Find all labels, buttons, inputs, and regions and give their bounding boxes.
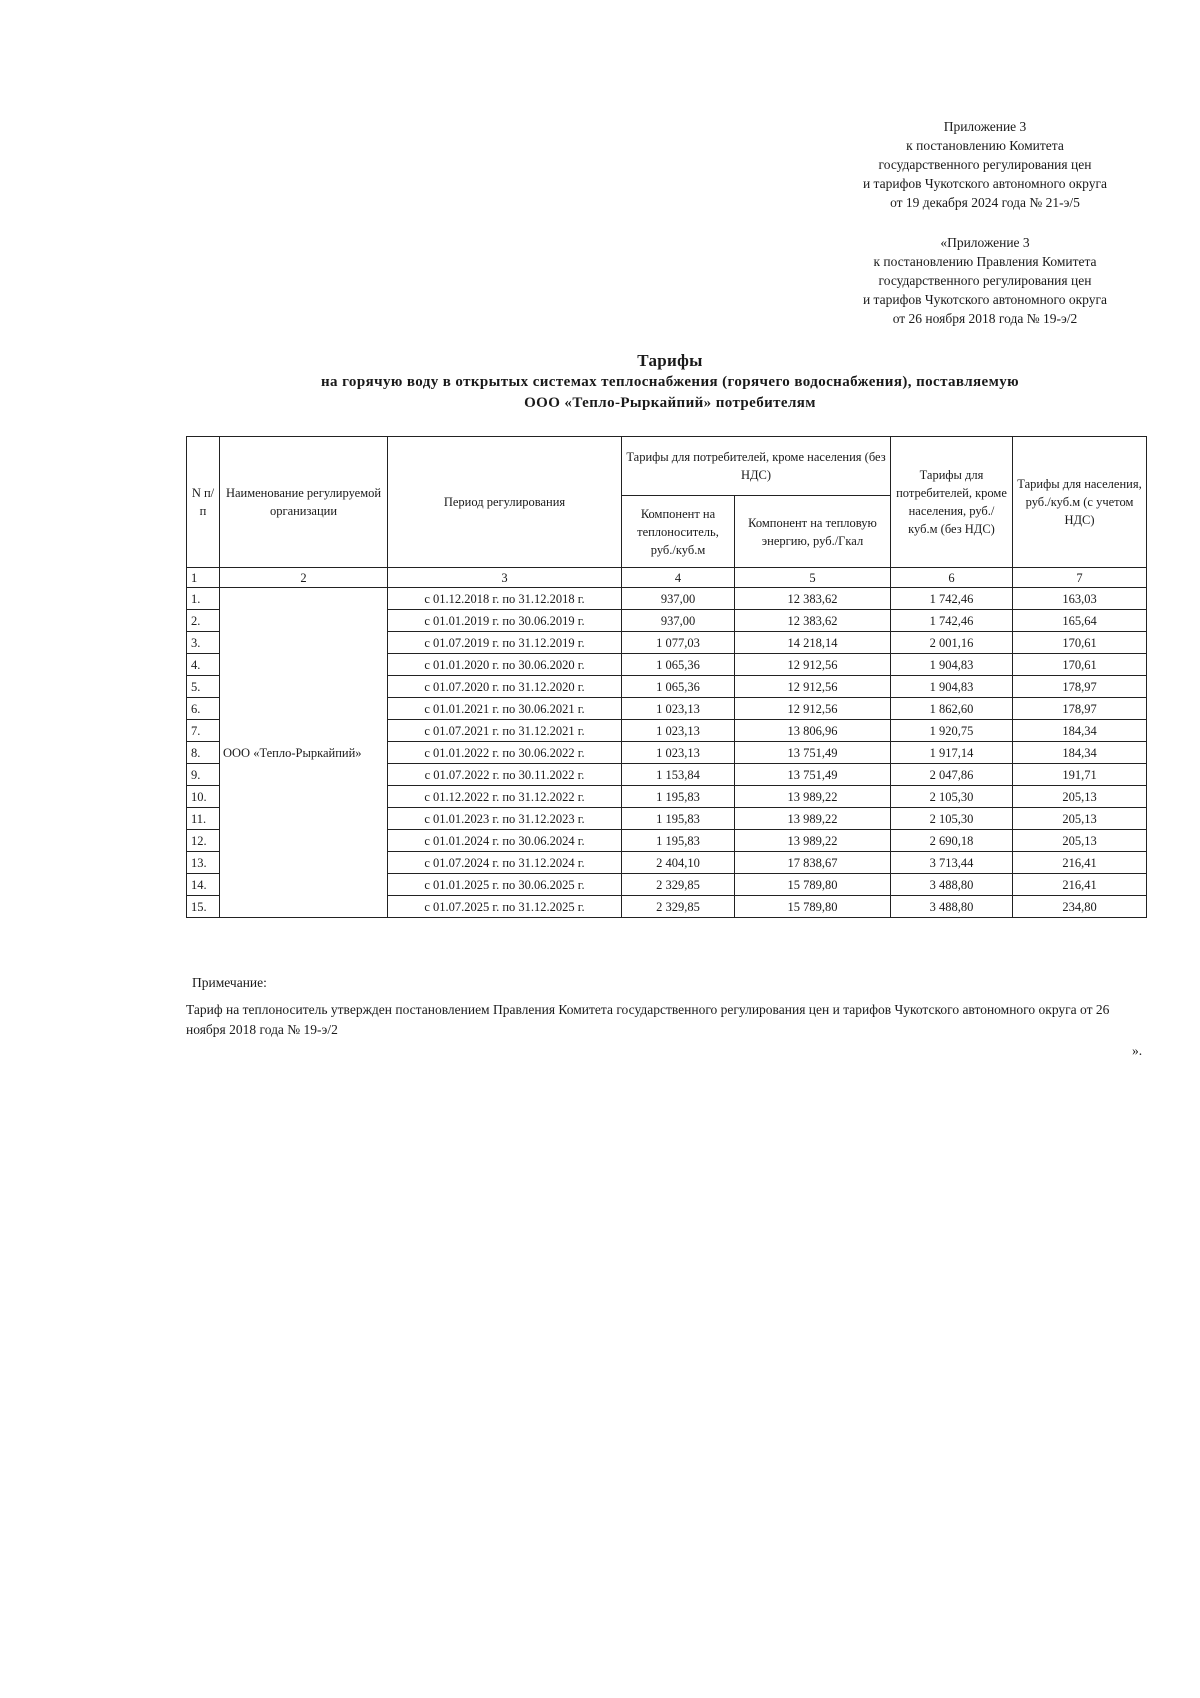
energy-component-cell: 12 383,62: [735, 588, 891, 610]
column-number: 7: [1013, 568, 1147, 588]
carrier-component-cell: 1 065,36: [622, 676, 735, 698]
note-label: Примечание:: [192, 975, 267, 990]
period-cell: с 01.07.2025 г. по 31.12.2025 г.: [388, 896, 622, 918]
note-text: Тариф на теплоноситель утвержден постановлением Правления Комитета государственного регулирования цен и тарифов Чукотского автономного округа от 26 ноября 2018 года № 19-э/2: [186, 1002, 1110, 1037]
appendix-line: государственного регулирования цен: [878, 273, 1092, 288]
carrier-component-cell: 1 065,36: [622, 654, 735, 676]
tariff-nonpopulation-cell: 2 047,86: [891, 764, 1013, 786]
row-number: 8.: [187, 742, 220, 764]
column-numbers-row: [187, 568, 1147, 588]
energy-component-cell: 13 989,22: [735, 786, 891, 808]
energy-component-cell: 12 383,62: [735, 610, 891, 632]
tariff-population-cell: 184,34: [1013, 742, 1147, 764]
carrier-component-cell: 2 329,85: [622, 874, 735, 896]
row-number: 13.: [187, 852, 220, 874]
period-cell: с 01.07.2022 г. по 30.11.2022 г.: [388, 764, 622, 786]
tariff-nonpopulation-cell: 1 862,60: [891, 698, 1013, 720]
row-number: 14.: [187, 874, 220, 896]
carrier-component-cell: 1 153,84: [622, 764, 735, 786]
tariff-nonpopulation-cell: 2 690,18: [891, 830, 1013, 852]
tariff-nonpopulation-cell: 1 917,14: [891, 742, 1013, 764]
carrier-component-cell: 1 023,13: [622, 720, 735, 742]
row-number: 1.: [187, 588, 220, 610]
column-number: 5: [735, 568, 891, 588]
energy-component-cell: 12 912,56: [735, 654, 891, 676]
carrier-component-cell: 937,00: [622, 610, 735, 632]
carrier-component-cell: 1 023,13: [622, 742, 735, 764]
period-cell: с 01.07.2021 г. по 31.12.2021 г.: [388, 720, 622, 742]
row-number: 10.: [187, 786, 220, 808]
header-tariff-pop: Тарифы для населения, руб./куб.м (с учетом НДС): [1013, 437, 1147, 568]
energy-component-cell: 13 806,96: [735, 720, 891, 742]
title-line-2: на горячую воду в открытых системах теплоснабжения (горячего водоснабжения), поставляемую: [321, 374, 1019, 390]
tariff-population-cell: 216,41: [1013, 874, 1147, 896]
column-number: 3: [388, 568, 622, 588]
row-number: 2.: [187, 610, 220, 632]
header-comp-carrier: Компонент на теплоноситель, руб./куб.м: [622, 496, 735, 568]
period-cell: с 01.07.2024 г. по 31.12.2024 г.: [388, 852, 622, 874]
tariff-population-cell: 170,61: [1013, 654, 1147, 676]
table-row: [187, 588, 1147, 610]
appendix-line: от 19 декабря 2024 года № 21-э/5: [890, 195, 1080, 210]
title-line-1: Тарифы: [637, 351, 703, 370]
row-number: 12.: [187, 830, 220, 852]
tariff-population-cell: 184,34: [1013, 720, 1147, 742]
appendix-line: «Приложение 3: [940, 235, 1030, 250]
appendix-line: и тарифов Чукотского автономного округа: [862, 292, 1108, 307]
appendix-line: к постановлению Правления Комитета: [873, 254, 1097, 269]
appendix-previous-header: [810, 233, 1160, 328]
period-cell: с 01.12.2022 г. по 31.12.2022 г.: [388, 786, 622, 808]
period-cell: с 01.01.2022 г. по 30.06.2022 г.: [388, 742, 622, 764]
period-cell: с 01.12.2018 г. по 31.12.2018 г.: [388, 588, 622, 610]
tariff-population-cell: 178,97: [1013, 698, 1147, 720]
tariff-population-cell: 205,13: [1013, 830, 1147, 852]
appendix-line: от 26 ноября 2018 года № 19-э/2: [892, 311, 1078, 326]
tariff-population-cell: 165,64: [1013, 610, 1147, 632]
header-comp-energy: Компонент на тепловую энергию, руб./Гкал: [735, 496, 891, 568]
appendix-line: Приложение 3: [943, 119, 1027, 134]
carrier-component-cell: 1 195,83: [622, 786, 735, 808]
period-cell: с 01.01.2019 г. по 30.06.2019 г.: [388, 610, 622, 632]
tariff-population-cell: 234,80: [1013, 896, 1147, 918]
tariff-nonpopulation-cell: 3 713,44: [891, 852, 1013, 874]
tariff-nonpopulation-cell: 2 105,30: [891, 808, 1013, 830]
tariff-population-cell: 170,61: [1013, 632, 1147, 654]
energy-component-cell: 12 912,56: [735, 698, 891, 720]
header-period: Период регулирования: [388, 437, 622, 568]
carrier-component-cell: 1 195,83: [622, 808, 735, 830]
period-cell: с 01.01.2023 г. по 31.12.2023 г.: [388, 808, 622, 830]
row-number: 4.: [187, 654, 220, 676]
energy-component-cell: 15 789,80: [735, 896, 891, 918]
title-line-3: ООО «Тепло-Рыркайпий» потребителям: [524, 395, 816, 411]
energy-component-cell: 13 751,49: [735, 742, 891, 764]
carrier-component-cell: 2 329,85: [622, 896, 735, 918]
carrier-component-cell: 1 023,13: [622, 698, 735, 720]
row-number: 3.: [187, 632, 220, 654]
period-cell: с 01.01.2020 г. по 30.06.2020 г.: [388, 654, 622, 676]
organization-name: ООО «Тепло-Рыркайпий»: [220, 588, 388, 918]
tariff-population-cell: 216,41: [1013, 852, 1147, 874]
row-number: 7.: [187, 720, 220, 742]
energy-component-cell: 15 789,80: [735, 874, 891, 896]
tariff-nonpopulation-cell: 1 742,46: [891, 610, 1013, 632]
row-number: 9.: [187, 764, 220, 786]
tariff-nonpopulation-cell: 3 488,80: [891, 896, 1013, 918]
tariff-population-cell: 205,13: [1013, 808, 1147, 830]
column-number: 4: [622, 568, 735, 588]
period-cell: с 01.01.2021 г. по 30.06.2021 г.: [388, 698, 622, 720]
period-cell: с 01.07.2020 г. по 31.12.2020 г.: [388, 676, 622, 698]
tariff-nonpopulation-cell: 1 920,75: [891, 720, 1013, 742]
energy-component-cell: 13 989,22: [735, 830, 891, 852]
header-tariff-nonpop: Тарифы для потребителей, кроме населения, руб./куб.м (без НДС): [891, 437, 1013, 568]
tariff-nonpopulation-cell: 1 904,83: [891, 654, 1013, 676]
row-number: 6.: [187, 698, 220, 720]
row-number: 5.: [187, 676, 220, 698]
energy-component-cell: 13 751,49: [735, 764, 891, 786]
tariff-nonpopulation-cell: 3 488,80: [891, 874, 1013, 896]
header-group-nonpop: Тарифы для потребителей, кроме населения (без НДС): [622, 437, 891, 496]
tariff-nonpopulation-cell: 2 001,16: [891, 632, 1013, 654]
carrier-component-cell: 1 195,83: [622, 830, 735, 852]
header-num: N п/п: [187, 437, 220, 568]
tariff-nonpopulation-cell: 1 904,83: [891, 676, 1013, 698]
appendix-line: государственного регулирования цен: [878, 157, 1092, 172]
column-number: 1: [187, 568, 220, 588]
column-number: 6: [891, 568, 1013, 588]
tariffs-table: [186, 436, 1147, 918]
period-cell: с 01.07.2019 г. по 31.12.2019 г.: [388, 632, 622, 654]
carrier-component-cell: 2 404,10: [622, 852, 735, 874]
tariff-nonpopulation-cell: 1 742,46: [891, 588, 1013, 610]
carrier-component-cell: 1 077,03: [622, 632, 735, 654]
document-title: [190, 350, 1150, 414]
appendix-current-header: [820, 117, 1150, 212]
tariff-population-cell: 163,03: [1013, 588, 1147, 610]
period-cell: с 01.01.2025 г. по 30.06.2025 г.: [388, 874, 622, 896]
carrier-component-cell: 937,00: [622, 588, 735, 610]
energy-component-cell: 17 838,67: [735, 852, 891, 874]
tariff-nonpopulation-cell: 2 105,30: [891, 786, 1013, 808]
column-number: 2: [220, 568, 388, 588]
row-number: 15.: [187, 896, 220, 918]
appendix-line: и тарифов Чукотского автономного округа: [862, 176, 1108, 191]
header-row-1: [187, 437, 1147, 496]
period-cell: с 01.01.2024 г. по 30.06.2024 г.: [388, 830, 622, 852]
tariff-population-cell: 191,71: [1013, 764, 1147, 786]
energy-component-cell: 12 912,56: [735, 676, 891, 698]
energy-component-cell: 13 989,22: [735, 808, 891, 830]
header-org: Наименование регулируемой организации: [220, 437, 388, 568]
row-number: 11.: [187, 808, 220, 830]
appendix-line: к постановлению Комитета: [906, 138, 1064, 153]
energy-component-cell: 14 218,14: [735, 632, 891, 654]
tariff-population-cell: 205,13: [1013, 786, 1147, 808]
closing-quote: ».: [1132, 1043, 1143, 1058]
tariff-population-cell: 178,97: [1013, 676, 1147, 698]
